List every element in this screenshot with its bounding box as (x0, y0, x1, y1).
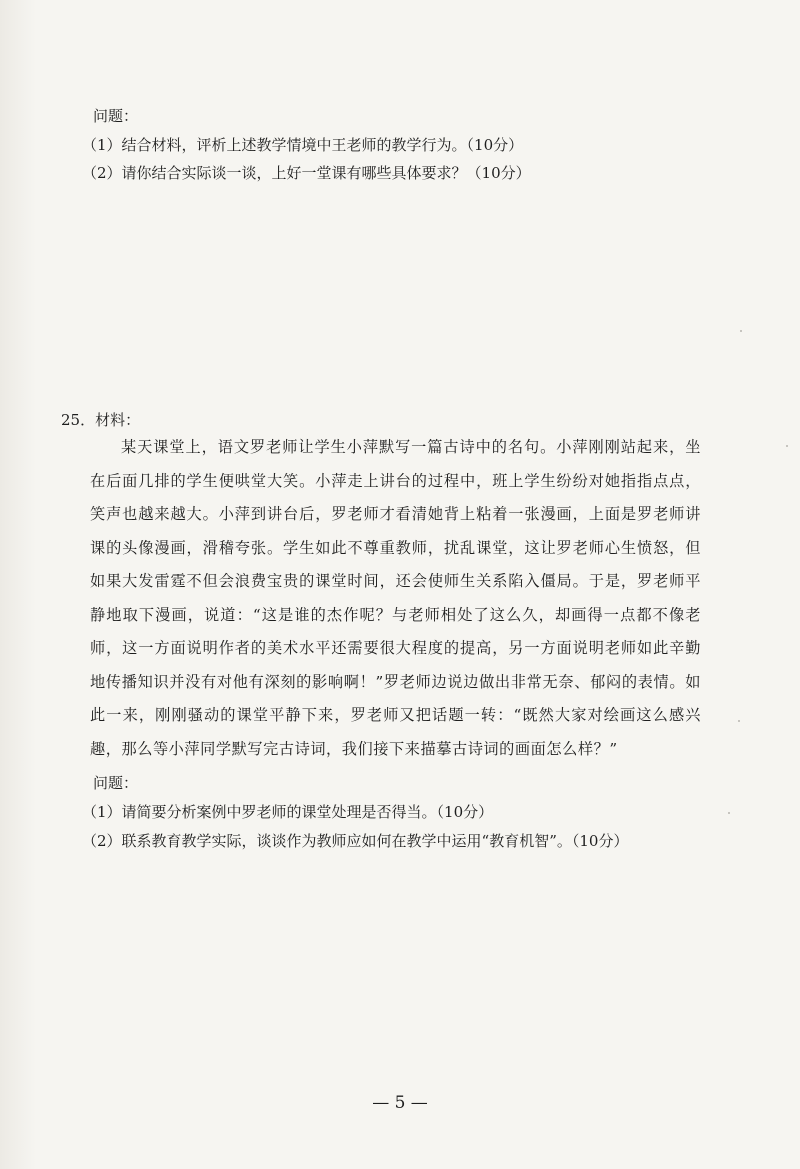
question-25-material: 某天课堂上，语文罗老师让学生小萍默写一篇古诗中的名句。小萍刚刚站起来，坐在后面几排的学生便哄堂大笑。小萍走上讲台的过程中，班上学生纷纷对她指指点点，笑声也越来越大。小萍到讲台后，罗老师才看清她背上粘着一张漫画，上面是罗老师讲课的头像漫画，滑稽夸张。学生如此不尊重教师，扰乱课堂，这让罗老师心生愤怒，但如果大发雷霆不但会浪费宝贵的课堂时间，还会使师生关系陷入僵局。于是，罗老师平静地取下漫画，说道：“这是谁的杰作呢？与老师相处了这么久，却画得一点都不像老师，这一方面说明作者的美术水平还需要很大程度的提高，另一方面说明老师如此辛勤地传播知识并没有对他有深刻的影响啊！”罗老师边说边做出非常无奈、郁闷的表情。如此一来，刚刚骚动的课堂平静下来，罗老师又把话题一转：“既然大家对绘画这么感兴趣，那么等小萍同学默写完古诗词，我们接下来描摹古诗词的画面怎么样？” (90, 438, 701, 758)
page-number: — 5 — (372, 1093, 428, 1113)
scan-speck (728, 812, 730, 814)
question-24-sub-2: （2）请你结合实际谈一谈，上好一堂课有哪些具体要求？（10分） (82, 164, 531, 182)
scan-speck (786, 445, 788, 447)
page-edge-shadow (0, 0, 36, 1169)
question-25-sub-1: （1）请简要分析案例中罗老师的课堂处理是否得当。（10分） (82, 803, 494, 821)
question-25-heading: 25．材料： (61, 411, 141, 429)
question-label: 问题： (93, 107, 139, 125)
question-24-sub-1: （1）结合材料，评析上述教学情境中王老师的教学行为。（10分） (82, 136, 524, 154)
scan-speck (740, 330, 742, 332)
scan-speck (738, 720, 740, 722)
question-label: 问题： (93, 774, 139, 792)
question-25-sub-2: （2）联系教育教学实际，谈谈作为教师应如何在教学中运用“教育机智”。（10分） (82, 832, 629, 850)
